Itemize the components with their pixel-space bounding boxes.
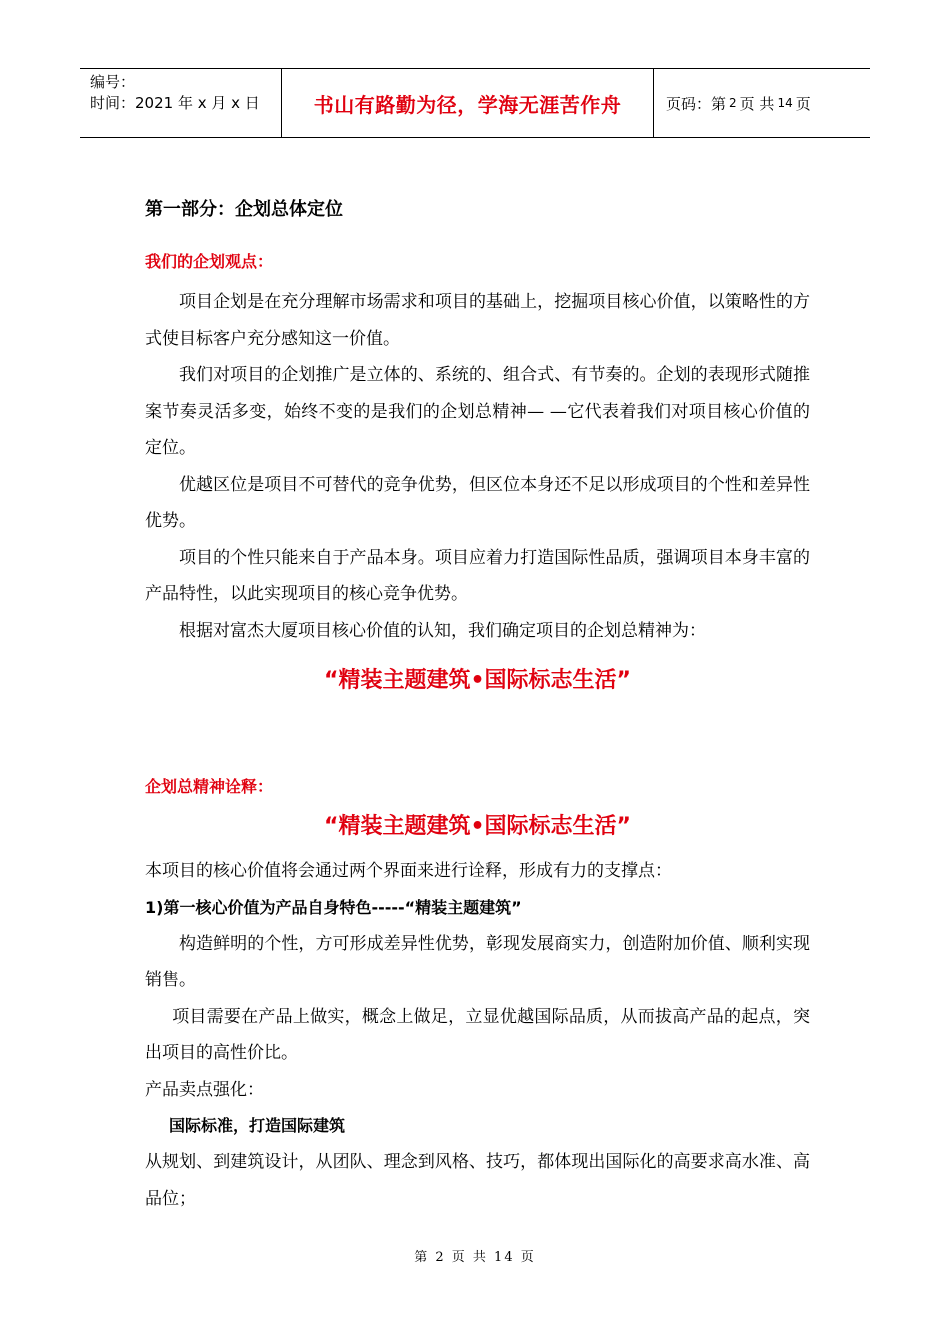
slogan-primary: “精装主题建筑•国际标志生活” — [324, 668, 631, 693]
core-value-point-1: 1)第一核心价值为产品自身特色-----“精装主题建筑” — [145, 897, 522, 917]
page-current: 2 — [729, 96, 737, 110]
paragraph: 构造鲜明的个性，方可形成差异性优势，彰现发展商实力，创造附加价值、顺利实现销售。 — [145, 933, 810, 990]
page-suffix: 页 — [795, 94, 811, 113]
paragraph: 根据对富杰大厦项目核心价值的认知，我们确定项目的企划总精神为： — [179, 620, 706, 641]
document-body — [145, 190, 810, 1217]
interpretation-heading: 企划总精神诠释： — [145, 777, 274, 796]
header-page-cell — [654, 69, 870, 137]
header-motto-cell — [282, 69, 654, 137]
intro-paragraph: 本项目的核心价值将会通过两个界面来进行诠释，形成有力的支撑点： — [145, 861, 672, 881]
viewpoint-heading: 我们的企划观点： — [145, 252, 274, 271]
header-table — [80, 68, 870, 138]
paragraph: 项目企划是在充分理解市场需求和项目的基础上，挖掘项目核心价值，以策略性的方式使目标客户充分感知这一价值。 — [145, 292, 810, 349]
paragraph: 优越区位是项目不可替代的竞争优势，但区位本身还不足以形成项目的个性和差异性优势。 — [145, 474, 810, 531]
paragraph: 我们对项目的企划推广是立体的、系统的、组合式、有节奏的。企划的表现形式随推案节奏灵活多变，始终不变的是我们的企划总精神— —它代表着我们对项目核心价值的定位。 — [145, 365, 810, 458]
page-footer: 第 2 页 共 14 页 — [414, 1250, 536, 1265]
selling-points-label: 产品卖点强化： — [145, 1079, 264, 1100]
page-prefix: 页码：第 — [666, 94, 727, 113]
document-id-label: 编号： — [90, 73, 136, 91]
slogan-secondary: “精装主题建筑•国际标志生活” — [324, 814, 631, 839]
document-date: 时间：2021 年 x 月 x 日 — [90, 94, 260, 112]
spacer — [145, 701, 810, 775]
section-title: 第一部分：企划总体定位 — [145, 199, 343, 220]
page-mid: 页 共 — [739, 94, 775, 113]
page-total: 14 — [777, 96, 793, 110]
selling-point-title: 国际标准，打造国际建筑 — [169, 1116, 346, 1135]
header-meta-cell — [80, 69, 282, 137]
paragraph: 项目的个性只能来自于产品本身。项目应着力打造国际性品质，强调项目本身丰富的产品特性，以此实现项目的核心竞争优势。 — [145, 547, 810, 604]
header-motto: 书山有路勤为径，学海无涯苦作舟 — [313, 92, 622, 117]
selling-point-text: 从规划、到建筑设计，从团队、理念到风格、技巧，都体现出国际化的高要求高水准、高品位； — [145, 1152, 810, 1209]
paragraph: 项目需要在产品上做实，概念上做足，立显优越国际品质，从而拔高产品的起点，突出项目的高性价比。 — [145, 1006, 810, 1063]
